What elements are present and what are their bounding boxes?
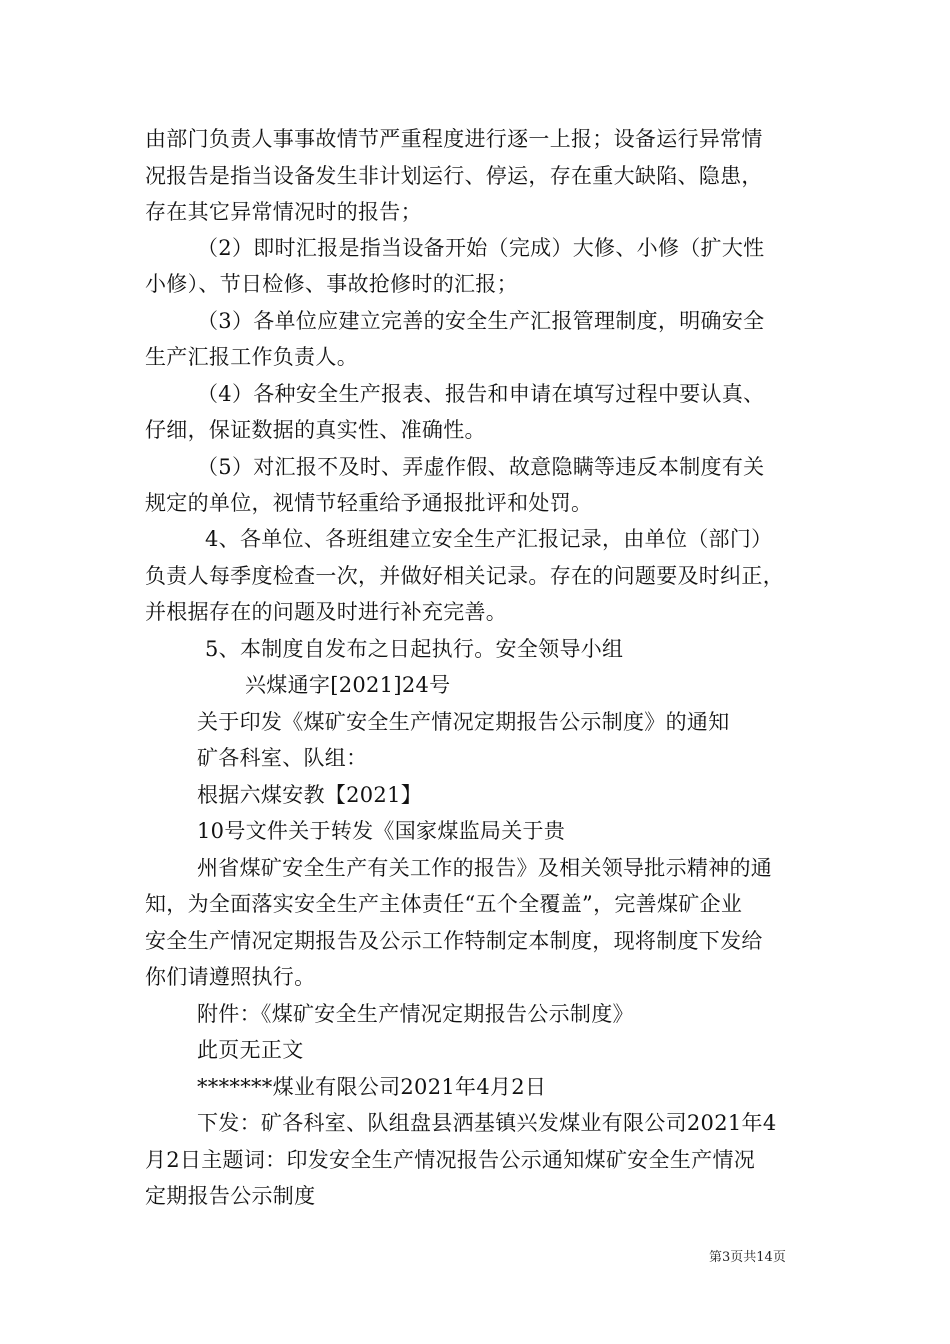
body-line: 并根据存在的问题及时进行补充完善。 (145, 600, 508, 624)
body-line: 小修）、节日检修、事故抢修时的汇报； (145, 272, 518, 296)
body-line: 安全生产情况定期报告及公示工作特制定本制度，现将制度下发给 (145, 929, 763, 953)
body-line: 4、各单位、各班组建立安全生产汇报记录，由单位（部门） (205, 527, 773, 551)
body-line: 况报告是指当设备发生非计划运行、停运，存在重大缺陷、隐患， (145, 164, 763, 188)
notice-title: 关于印发《煤矿安全生产情况定期报告公示制度》的通知 (197, 710, 730, 734)
body-line: 知，为全面落实安全生产主体责任“五个全覆盖”，完善煤矿企业 (145, 892, 743, 916)
signature-line: *******煤业有限公司2021年4月2日 (197, 1075, 547, 1099)
body-line: 负责人每季度检查一次，并做好相关记录。存在的问题要及时纠正， (145, 564, 784, 588)
body-line: 你们请遵照执行。 (145, 965, 316, 989)
body-line: 州省煤矿安全生产有关工作的报告》及相关领导批示精神的通 (197, 856, 773, 880)
body-line: 此页无正文 (197, 1038, 304, 1062)
body-line: （2）即时汇报是指当设备开始（完成）大修、小修（扩大性 (197, 236, 765, 260)
body-line: 月2日主题词：印发安全生产情况报告公示通知煤矿安全生产情况 (145, 1148, 756, 1172)
body-line: 10号文件关于转发《国家煤监局关于贵 (197, 819, 566, 843)
distribution-line: 下发：矿各科室、队组盘县洒基镇兴发煤业有限公司2021年4 (197, 1111, 777, 1135)
body-line: 生产汇报工作负责人。 (145, 345, 358, 369)
document-number: 兴煤通字[2021]24号 (245, 673, 451, 697)
body-line: 根据六煤安教【2021】 (197, 783, 423, 807)
body-line: 定期报告公示制度 (145, 1184, 316, 1208)
body-line: 存在其它异常情况时的报告； (145, 200, 422, 224)
attachment-line: 附件：《煤矿安全生产情况定期报告公示制度》 (197, 1002, 634, 1026)
body-line: （3）各单位应建立完善的安全生产汇报管理制度，明确安全 (197, 309, 765, 333)
recipient-line: 矿各科室、队组： (197, 746, 368, 770)
body-line: （5）对汇报不及时、弄虚作假、故意隐瞒等违反本制度有关 (197, 455, 765, 479)
body-line: （4）各种安全生产报表、报告和申请在填写过程中要认真、 (197, 382, 765, 406)
body-line: 规定的单位，视情节轻重给予通报批评和处罚。 (145, 491, 593, 515)
page-number: 第3页共14页 (709, 1250, 786, 1265)
body-line: 5、本制度自发布之日起执行。安全领导小组 (205, 637, 624, 661)
body-line: 由部门负责人事事故情节严重程度进行逐一上报；设备运行异常情 (145, 127, 763, 151)
body-line: 仔细，保证数据的真实性、准确性。 (145, 418, 486, 442)
